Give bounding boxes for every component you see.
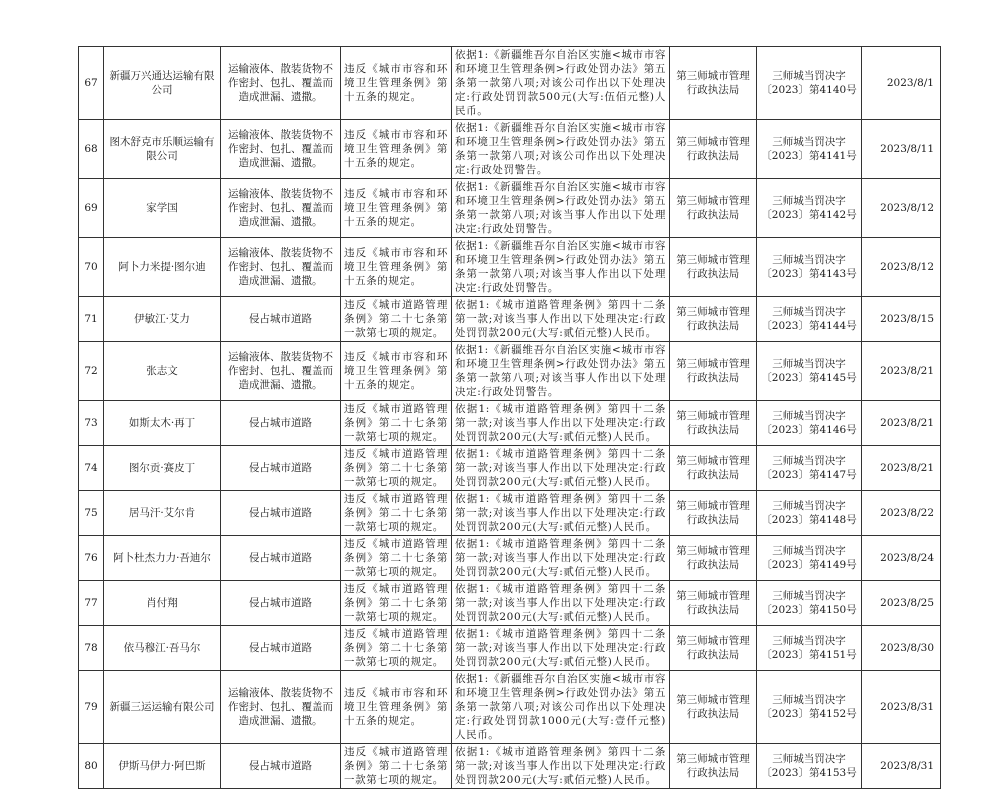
decision-date: 2023/8/31 (862, 671, 941, 744)
violation-fact: 侵占城市道路 (221, 536, 341, 581)
decision-number: 三师城当罚决字〔2023〕第4140号 (757, 47, 862, 120)
table-row (79, 744, 941, 789)
enforcement-agency: 第三师城市管理行政执法局 (670, 401, 757, 446)
party-name: 伊斯马伊力·阿巴斯 (104, 744, 221, 789)
penalty-basis: 依据1:《新疆维吾尔自治区实施<城市市容和环境卫生管理条例>行政处罚办法》第五条第一款第八项;对该公司作出以下处理决定:行政处罚罚款1000元(大写:壹仟元整)人民币。 (452, 671, 670, 744)
table-row (79, 47, 941, 120)
violated-provision: 违反《城市道路管理条例》第二十七条第一款第七项的规定。 (341, 491, 452, 536)
decision-number: 三师城当罚决字〔2023〕第4152号 (757, 671, 862, 744)
violation-fact: 侵占城市道路 (221, 401, 341, 446)
decision-number: 三师城当罚决字〔2023〕第4153号 (757, 744, 862, 789)
party-name: 居马汗·艾尔肯 (104, 491, 221, 536)
decision-date: 2023/8/22 (862, 491, 941, 536)
row-number: 73 (79, 401, 104, 446)
violation-fact: 运输液体、散装货物不作密封、包扎、覆盖而造成泄漏、遗撒。 (221, 179, 341, 238)
row-number: 69 (79, 179, 104, 238)
row-number: 72 (79, 342, 104, 401)
enforcement-agency: 第三师城市管理行政执法局 (670, 297, 757, 342)
violation-fact: 运输液体、散装货物不作密封、包扎、覆盖而造成泄漏、遗撒。 (221, 238, 341, 297)
enforcement-agency: 第三师城市管理行政执法局 (670, 491, 757, 536)
party-name: 依马穆江·吾马尔 (104, 626, 221, 671)
violation-fact: 侵占城市道路 (221, 446, 341, 491)
decision-number: 三师城当罚决字〔2023〕第4147号 (757, 446, 862, 491)
row-number: 68 (79, 120, 104, 179)
violated-provision: 违反《城市道路管理条例》第二十七条第一款第七项的规定。 (341, 581, 452, 626)
party-name: 新疆万兴通达运输有限公司 (104, 47, 221, 120)
penalty-table (78, 46, 941, 789)
penalty-basis: 依据1:《城市道路管理条例》第四十二条第一款;对该当事人作出以下处理决定:行政处罚罚款200元(大写:贰佰元整)人民币。 (452, 401, 670, 446)
row-number: 78 (79, 626, 104, 671)
enforcement-agency: 第三师城市管理行政执法局 (670, 120, 757, 179)
decision-number: 三师城当罚决字〔2023〕第4144号 (757, 297, 862, 342)
party-name: 新疆三运运输有限公司 (104, 671, 221, 744)
decision-number: 三师城当罚决字〔2023〕第4146号 (757, 401, 862, 446)
penalty-basis: 依据1:《城市道路管理条例》第四十二条第一款;对该当事人作出以下处理决定:行政处罚罚款200元(大写:贰佰元整)人民币。 (452, 536, 670, 581)
decision-date: 2023/8/30 (862, 626, 941, 671)
party-name: 家学国 (104, 179, 221, 238)
enforcement-agency: 第三师城市管理行政执法局 (670, 536, 757, 581)
decision-number: 三师城当罚决字〔2023〕第4141号 (757, 120, 862, 179)
table-row (79, 626, 941, 671)
decision-date: 2023/8/15 (862, 297, 941, 342)
decision-number: 三师城当罚决字〔2023〕第4148号 (757, 491, 862, 536)
violation-fact: 侵占城市道路 (221, 626, 341, 671)
row-number: 80 (79, 744, 104, 789)
violated-provision: 违反《城市市容和环境卫生管理条例》第十五条的规定。 (341, 120, 452, 179)
violation-fact: 侵占城市道路 (221, 297, 341, 342)
enforcement-agency: 第三师城市管理行政执法局 (670, 626, 757, 671)
penalty-basis: 依据1:《新疆维吾尔自治区实施<城市市容和环境卫生管理条例>行政处罚办法》第五条第一款第八项;对该当事人作出以下处理决定:行政处罚警告。 (452, 179, 670, 238)
table-row (79, 238, 941, 297)
violated-provision: 违反《城市道路管理条例》第二十七条第一款第七项的规定。 (341, 744, 452, 789)
decision-number: 三师城当罚决字〔2023〕第4149号 (757, 536, 862, 581)
enforcement-agency: 第三师城市管理行政执法局 (670, 342, 757, 401)
decision-date: 2023/8/12 (862, 238, 941, 297)
penalty-basis: 依据1:《新疆维吾尔自治区实施<城市市容和环境卫生管理条例>行政处罚办法》第五条第一款第八项;对该当事人作出以下处理决定:行政处罚警告。 (452, 342, 670, 401)
enforcement-agency: 第三师城市管理行政执法局 (670, 238, 757, 297)
penalty-basis: 依据1:《城市道路管理条例》第四十二条第一款;对该当事人作出以下处理决定:行政处罚罚款200元(大写:贰佰元整)人民币。 (452, 297, 670, 342)
table-row (79, 536, 941, 581)
enforcement-agency: 第三师城市管理行政执法局 (670, 671, 757, 744)
decision-number: 三师城当罚决字〔2023〕第4145号 (757, 342, 862, 401)
penalty-basis: 依据1:《城市道路管理条例》第四十二条第一款;对该当事人作出以下处理决定:行政处罚罚款200元(大写:贰佰元整)人民币。 (452, 626, 670, 671)
party-name: 如斯太木·再丁 (104, 401, 221, 446)
decision-number: 三师城当罚决字〔2023〕第4143号 (757, 238, 862, 297)
row-number: 74 (79, 446, 104, 491)
violated-provision: 违反《城市道路管理条例》第二十七条第一款第七项的规定。 (341, 297, 452, 342)
table-row (79, 491, 941, 536)
violated-provision: 违反《城市市容和环境卫生管理条例》第十五条的规定。 (341, 671, 452, 744)
row-number: 70 (79, 238, 104, 297)
party-name: 图木舒克市乐顺运输有限公司 (104, 120, 221, 179)
decision-date: 2023/8/1 (862, 47, 941, 120)
party-name: 张志文 (104, 342, 221, 401)
table-row (79, 671, 941, 744)
table-row (79, 342, 941, 401)
table-row (79, 120, 941, 179)
decision-number: 三师城当罚决字〔2023〕第4142号 (757, 179, 862, 238)
table-row (79, 179, 941, 238)
row-number: 76 (79, 536, 104, 581)
penalty-basis: 依据1:《新疆维吾尔自治区实施<城市市容和环境卫生管理条例>行政处罚办法》第五条第一款第八项;对该公司作出以下处理决定:行政处罚警告。 (452, 120, 670, 179)
decision-date: 2023/8/21 (862, 401, 941, 446)
enforcement-agency: 第三师城市管理行政执法局 (670, 581, 757, 626)
violation-fact: 运输液体、散装货物不作密封、包扎、覆盖而造成泄漏、遗撒。 (221, 671, 341, 744)
decision-date: 2023/8/12 (862, 179, 941, 238)
penalty-basis: 依据1:《城市道路管理条例》第四十二条第一款;对该当事人作出以下处理决定:行政处罚罚款200元(大写:贰佰元整)人民币。 (452, 744, 670, 789)
table-row (79, 446, 941, 491)
decision-number: 三师城当罚决字〔2023〕第4150号 (757, 581, 862, 626)
row-number: 71 (79, 297, 104, 342)
decision-date: 2023/8/21 (862, 342, 941, 401)
row-number: 79 (79, 671, 104, 744)
table-row (79, 297, 941, 342)
decision-number: 三师城当罚决字〔2023〕第4151号 (757, 626, 862, 671)
decision-date: 2023/8/31 (862, 744, 941, 789)
penalty-basis: 依据1:《新疆维吾尔自治区实施<城市市容和环境卫生管理条例>行政处罚办法》第五条第一款第八项;对该公司作出以下处理决定:行政处罚罚款500元(大写:伍佰元整)人民币。 (452, 47, 670, 120)
table-row (79, 581, 941, 626)
penalty-basis: 依据1:《城市道路管理条例》第四十二条第一款;对该当事人作出以下处理决定:行政处罚罚款200元(大写:贰佰元整)人民币。 (452, 581, 670, 626)
penalty-basis: 依据1:《城市道路管理条例》第四十二条第一款;对该当事人作出以下处理决定:行政处罚罚款200元(大写:贰佰元整)人民币。 (452, 491, 670, 536)
violated-provision: 违反《城市道路管理条例》第二十七条第一款第七项的规定。 (341, 401, 452, 446)
enforcement-agency: 第三师城市管理行政执法局 (670, 446, 757, 491)
violated-provision: 违反《城市市容和环境卫生管理条例》第十五条的规定。 (341, 179, 452, 238)
penalty-basis: 依据1:《城市道路管理条例》第四十二条第一款;对该当事人作出以下处理决定:行政处罚罚款200元(大写:贰佰元整)人民币。 (452, 446, 670, 491)
party-name: 肖付翔 (104, 581, 221, 626)
violated-provision: 违反《城市道路管理条例》第二十七条第一款第七项的规定。 (341, 626, 452, 671)
violated-provision: 违反《城市道路管理条例》第二十七条第一款第七项的规定。 (341, 536, 452, 581)
violated-provision: 违反《城市市容和环境卫生管理条例》第十五条的规定。 (341, 342, 452, 401)
violation-fact: 侵占城市道路 (221, 581, 341, 626)
party-name: 图尔贡·赛皮丁 (104, 446, 221, 491)
violation-fact: 运输液体、散装货物不作密封、包扎、覆盖而造成泄漏、遗撒。 (221, 47, 341, 120)
violation-fact: 侵占城市道路 (221, 491, 341, 536)
penalty-basis: 依据1:《新疆维吾尔自治区实施<城市市容和环境卫生管理条例>行政处罚办法》第五条第一款第八项;对该当事人作出以下处理决定:行政处罚警告。 (452, 238, 670, 297)
row-number: 67 (79, 47, 104, 120)
party-name: 伊敏江·艾力 (104, 297, 221, 342)
party-name: 阿卜杜杰力力·吾迪尔 (104, 536, 221, 581)
enforcement-agency: 第三师城市管理行政执法局 (670, 744, 757, 789)
decision-date: 2023/8/25 (862, 581, 941, 626)
decision-date: 2023/8/24 (862, 536, 941, 581)
violation-fact: 侵占城市道路 (221, 744, 341, 789)
row-number: 77 (79, 581, 104, 626)
decision-date: 2023/8/11 (862, 120, 941, 179)
violated-provision: 违反《城市道路管理条例》第二十七条第一款第七项的规定。 (341, 446, 452, 491)
violation-fact: 运输液体、散装货物不作密封、包扎、覆盖而造成泄漏、遗撒。 (221, 120, 341, 179)
enforcement-agency: 第三师城市管理行政执法局 (670, 179, 757, 238)
enforcement-agency: 第三师城市管理行政执法局 (670, 47, 757, 120)
row-number: 75 (79, 491, 104, 536)
table-row (79, 401, 941, 446)
violation-fact: 运输液体、散装货物不作密封、包扎、覆盖而造成泄漏、遗撒。 (221, 342, 341, 401)
party-name: 阿卜力米提·图尔迪 (104, 238, 221, 297)
decision-date: 2023/8/21 (862, 446, 941, 491)
violated-provision: 违反《城市市容和环境卫生管理条例》第十五条的规定。 (341, 47, 452, 120)
violated-provision: 违反《城市市容和环境卫生管理条例》第十五条的规定。 (341, 238, 452, 297)
